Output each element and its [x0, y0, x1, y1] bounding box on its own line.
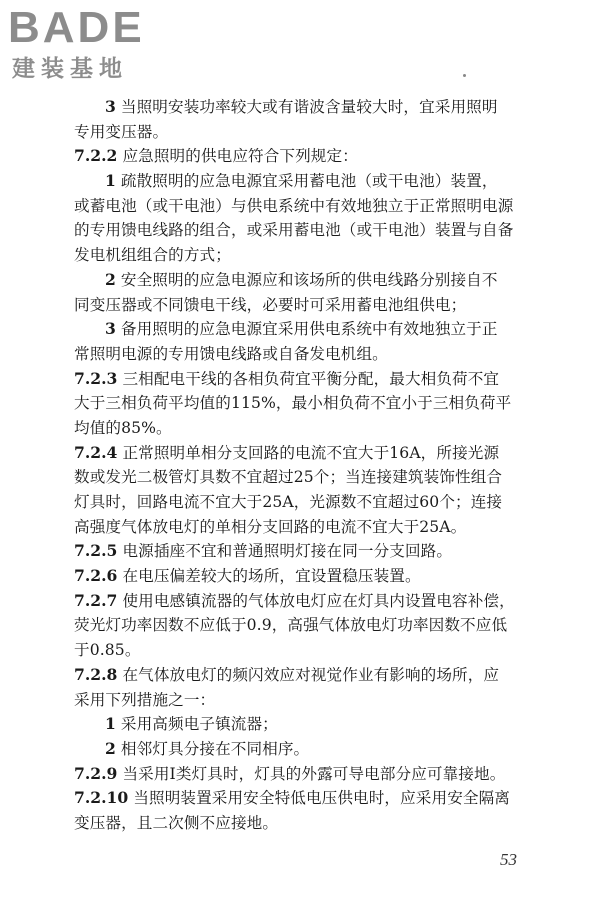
- text-line: [74, 218, 544, 243]
- line-text: 均值的85%。: [74, 418, 172, 437]
- clause-line-start: [74, 268, 544, 293]
- clause-line-start: [74, 762, 544, 787]
- line-text: 大于三相负荷平均值的115%，最小相负荷不宜小于三相负荷平: [74, 394, 512, 413]
- clause-number: 3: [105, 97, 116, 116]
- line-text: 三相配电干线的各相负荷宜平衡分配，最大相负荷不宜: [117, 369, 500, 388]
- line-text: 在电压偏差较大的场所，宜设置稳压装置。: [117, 567, 421, 586]
- clause-line-start: [74, 539, 544, 564]
- text-line: [74, 391, 544, 416]
- scan-speck: [463, 74, 466, 77]
- line-text: 高强度气体放电灯的单相分支回路的电流不宜大于25A。: [74, 517, 467, 536]
- line-text: 或蓄电池（或干电池）与供电系统中有效地独立于正常照明电源: [74, 196, 514, 215]
- text-line: [74, 342, 544, 367]
- logo-wordmark: BADE: [8, 3, 145, 52]
- clause-line-start: [74, 663, 544, 688]
- line-text: 变压器，且二次侧不应接地。: [74, 813, 279, 832]
- text-line: [74, 688, 544, 713]
- brand-logo: [8, 4, 178, 88]
- clause-number: 2: [105, 738, 116, 758]
- clause-number: 2: [105, 269, 116, 289]
- line-text: 采用高频电子镇流器；: [115, 715, 278, 734]
- line-text: 相邻灯具分接在不同相序。: [115, 739, 310, 758]
- line-text: 灯具时，回路电流不宜大于25A，光源数不宜超过60个；连接: [74, 493, 503, 511]
- clause-line-start: [74, 367, 544, 392]
- clause-line-start: [74, 441, 544, 466]
- line-text: 疏散照明的应急电源宜采用蓄电池（或干电池）装置，: [115, 172, 498, 191]
- text-line: [74, 194, 544, 219]
- clause-number: 7.2.9: [74, 763, 118, 783]
- text-line: [74, 465, 544, 490]
- clause-number: 7.2.8: [74, 664, 118, 684]
- clause-line-start: [74, 564, 544, 589]
- logo-subtitle: 建装基地: [12, 56, 128, 82]
- clause-line-start: [74, 589, 544, 614]
- clause-number: 7.2.4: [74, 442, 118, 462]
- clause-number: 7.2.5: [74, 541, 118, 561]
- clause-number: 7.2.7: [74, 590, 118, 610]
- clause-line-start: [74, 712, 544, 737]
- text-line: [74, 120, 544, 145]
- clause-number: 7.2.6: [74, 566, 118, 586]
- line-text: 荧光灯功率因数不应低于0.9，高强气体放电灯功率因数不应低: [74, 616, 508, 635]
- clause-number: 1: [105, 714, 116, 734]
- line-text: 备用照明的应急电源宜采用供电系统中有效地独立于正: [115, 320, 498, 339]
- clause-number: 7.2.10: [74, 788, 129, 808]
- page-number: 53: [500, 850, 517, 869]
- clause-number: 7.2.3: [74, 368, 118, 388]
- text-line: [74, 638, 544, 663]
- clause-number: 3: [105, 319, 116, 339]
- line-text: 专用变压器。: [74, 122, 169, 141]
- line-text: 安全照明的应急电源应和该场所的供电线路分别接自不: [115, 270, 498, 289]
- clause-line-start: [74, 786, 544, 811]
- line-text: 于0.85。: [74, 641, 141, 660]
- text-line: [74, 416, 544, 441]
- clause-line-start: [74, 169, 544, 194]
- text-line: [74, 811, 544, 836]
- text-line: [74, 293, 544, 318]
- line-text: 的专用馈电线路的组合，或采用蓄电池（或干电池）装置与自备: [74, 221, 514, 240]
- line-text: 数或发光二极管灯具数不宜超过25个；当连接建筑装饰性组合: [74, 468, 503, 487]
- line-text: 应急照明的供电应符合下列规定：: [117, 147, 358, 166]
- line-text: 常照明电源的专用馈电线路或自备发电机组。: [74, 344, 388, 363]
- clause-number: 1: [105, 171, 116, 191]
- clause-line-start: [74, 95, 544, 120]
- line-text: 当采用Ⅰ类灯具时，灯具的外露可导电部分应可靠接地。: [117, 764, 506, 783]
- line-text: 发电机组组合的方式；: [74, 246, 231, 265]
- clause-line-start: [74, 737, 544, 762]
- line-text: 使用电感镇流器的气体放电灯应在灯具内设置电容补偿，: [117, 591, 515, 610]
- clause-line-start: [74, 144, 544, 169]
- text-line: [74, 490, 544, 515]
- line-text: 同变压器或不同馈电干线，必要时可采用蓄电池组供电；: [74, 295, 467, 314]
- line-text: 当照明安装功率较大或有谐波含量较大时，宜采用照明: [115, 98, 498, 116]
- line-text: 电源插座不宜和普通照明灯接在同一分支回路。: [117, 542, 453, 561]
- line-text: 采用下列措施之一：: [74, 690, 216, 709]
- clause-line-start: [74, 317, 544, 342]
- text-line: [74, 515, 544, 540]
- clause-number: 7.2.2: [74, 146, 118, 166]
- line-text: 当照明装置采用安全特低电压供电时，应采用安全隔离: [128, 789, 510, 808]
- text-line: [74, 613, 544, 638]
- document-body: [74, 95, 544, 836]
- line-text: 在气体放电灯的频闪效应对视觉作业有影响的场所，应: [117, 665, 500, 684]
- line-text: 正常照明单相分支回路的电流不宜大于16A，所接光源: [117, 443, 500, 462]
- text-line: [74, 243, 544, 268]
